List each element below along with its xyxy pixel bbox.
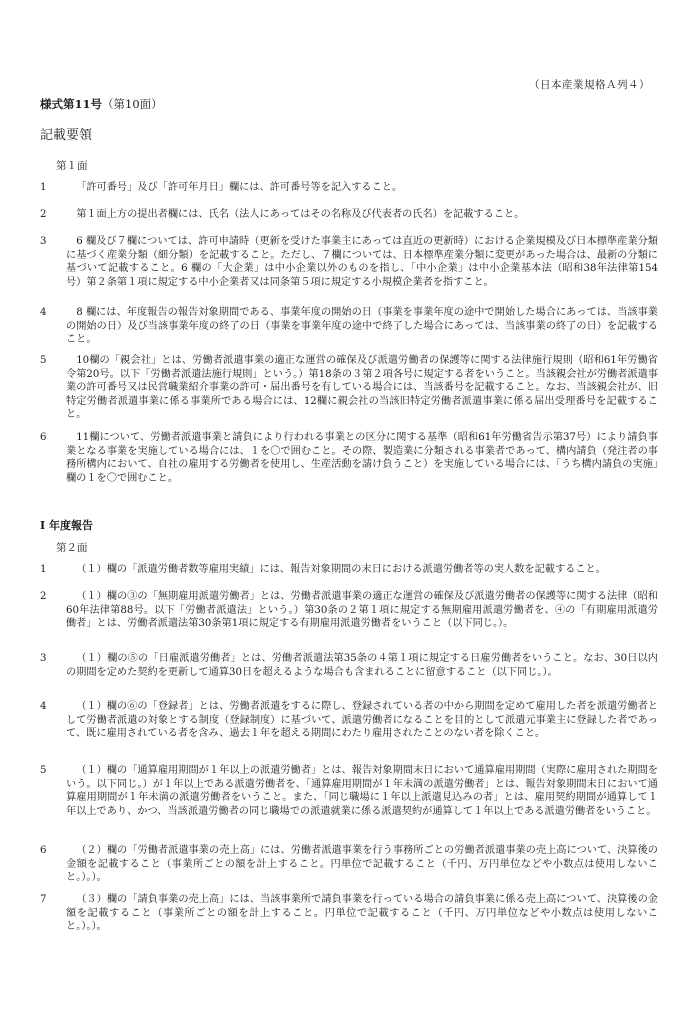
item-text: 第１面上方の提出者欄には、氏名（法人にあってはその名称及び代表者の氏名）を記載すること。 [76, 209, 525, 220]
item-text: （１）欄の③の「無期雇用派遣労働者」とは、労働者派遣事業の適正な運営の確保及び派遣労働者の保護等に関する法律（昭和60年法律第88号。以下「労働者派遣法」という。）第30条の２第１項に規定する無期雇用派遣労働者を、④の「有期雇用派遣労働者」とは、労働者派遣法第30条第1項に規定する有期雇用派遣労働者をいうこと（以下同じ。）。 [66, 591, 658, 630]
item-text: 6 欄及び７欄については、許可申請時（更新を受けた事業主にあっては直近の更新時）における企業規模及び日本標準産業分類に基づく産業分類（細分類）を記載すること。ただし、７欄については、日本標準産業分類に変更があった場合は、最新の分類に基づいて記載すること。6 欄の「大企業」は中小企業以外のものを指し、「中小企業」は中小企業基本法（昭和38年法律第154号）第２条第１項に規定する中小企業者又は同条第５項に規定する小規模企業者を指すこと。 [66, 236, 658, 288]
face1-item-4 [40, 306, 658, 347]
item-number: 2 [40, 591, 47, 602]
item-text: 8 欄には、年度報告の報告対象期間である、事業年度の開始の日（事業を事業年度の途中で開始した場合にあっては、当該事業の開始の日）及び当該事業年度の終了の日（事業を事業年度の途中で終了した場合にあっては、当該事業の終了の日）を記載すること。 [66, 307, 658, 346]
item-number: 3 [40, 236, 47, 247]
section1-item-4 [40, 700, 658, 741]
section1-item-3 [40, 652, 658, 679]
item-text: （１）欄の「派遣労働者数等雇用実績」には、報告対象期間の末日における派遣労働者等の実人数を記載すること。 [76, 564, 606, 575]
item-number: 6 [40, 432, 47, 443]
item-number: 7 [40, 894, 47, 905]
item-number: 6 [40, 845, 47, 856]
instructions-title: 記載要領 [40, 128, 93, 143]
form-face: （第10面） [102, 97, 163, 111]
standard-note: （日本産業規格Ａ列４） [529, 79, 650, 91]
face1-item-2 [40, 208, 658, 222]
item-text: 「許可番号」及び「許可年月日」欄には、許可番号等を記入すること。 [76, 182, 403, 193]
face-2-label: 第２面 [56, 542, 88, 554]
item-text: （１）欄の「通算雇用期間が１年以上の派遣労働者」とは、報告対象期間末日において通算雇用期間（実際に雇用された期間をいう。以下同じ。）が１年以上である派遣労働者を、「通算雇用期間が１年未満の派遣労働者」とは、報告対象期間末日において通算雇用期間が１年未満の派遣労働者をいうこと。また、「同じ職場に１年以上派遣見込みの者」とは、雇用契約期間が通算して１年以上であり、かつ、当該派遣労働者の同じ職場での派遣就業に係る派遣契約が通算して１年以上である派遣労働者をいうこと。 [66, 765, 658, 817]
section1-item-6 [40, 844, 658, 885]
item-number: 4 [40, 701, 47, 712]
face1-item-1 [40, 181, 658, 195]
item-text: 11欄について、労働者派遣事業と請負により行われる事業との区分に関する基準（昭和61年労働省告示第37号）により請負事業となる事業を実施している場合には、１を〇で囲むこと。その際、製造業に分類される事業者であって、構内請負（発注者の事務所構内において、自社の雇用する労働者を使用し、生産活動を請け負うこと）を実施している場合には、「うち構内請負の実施」欄の１を〇で囲むこと。 [66, 432, 658, 484]
section1-item-7 [40, 893, 658, 934]
item-text: （３）欄の「請負事業の売上高」には、当該事業所で請負事業を行っている場合の請負事業に係る売上高について、決算後の金額を記載すること（事業所ごとの額を計上すること。円単位で記載すること（千円、万円単位などや小数点は使用しないこと。）。）。 [66, 894, 658, 933]
form-title [40, 96, 163, 112]
item-number: 5 [40, 355, 47, 366]
item-number: 4 [40, 307, 47, 318]
section-annual-report-title: Ⅰ 年度報告 [40, 519, 93, 532]
item-text: 10欄の「親会社」とは、労働者派遣事業の適正な運営の確保及び派遣労働者の保護等に関する法律施行規則（昭和61年労働省令第20号。以下「労働者派遣法施行規則」という。）第18条の３第２項各号に規定する者をいうこと。当該親会社が労働者派遣事業の許可番号又は民営職業紹介事業の許可・届出番号を有している場合には、当該番号を記載すること。なお、当該親会社が、旧特定労働者派遣事業に係る事業所である場合には、12欄に親会社の当該旧特定労働者派遣事業に係る届出受理番号を記載すること。 [66, 355, 658, 421]
item-number: 2 [40, 209, 47, 220]
item-number: 1 [40, 564, 47, 575]
form-number: 様式第11号 [40, 97, 103, 111]
item-text: （２）欄の「労働者派遣事業の売上高」には、労働者派遣事業を行う事務所ごとの労働者派遣事業の売上高について、決算後の金額を記載すること（事業所ごとの額を計上すること。円単位で記載すること（千円、万円単位などや小数点は使用しないこと。）。）。 [66, 845, 658, 884]
face1-item-3 [40, 235, 658, 289]
section1-item-1 [40, 563, 658, 577]
item-number: 5 [40, 765, 47, 776]
item-number: 1 [40, 182, 47, 193]
section1-item-2 [40, 590, 658, 631]
face1-item-6 [40, 431, 658, 485]
face1-item-5 [40, 354, 658, 422]
item-text: （１）欄の⑥の「登録者」とは、労働者派遣をするに際し、登録されている者の中から期間を定めて雇用した者を派遣労働者として労働者派遣の対象とする制度（登録制度）に基づいて、派遣労働者になることを目的として派遣元事業主に登録した者であって、既に雇用されている者を含み、過去１年を超える期間にわたり雇用されたことのない者を除くこと。 [66, 701, 658, 740]
face-1-label: 第１面 [56, 160, 88, 172]
item-number: 3 [40, 653, 47, 664]
section1-item-5 [40, 764, 658, 818]
item-text: （１）欄の⑤の「日雇派遣労働者」とは、労働者派遣法第35条の４第１項に規定する日雇労働者をいうこと。なお、30日以内の期間を定めた契約を更新して通算30日を超えるような場合も含まれることに留意すること（以下同じ。）。 [66, 653, 658, 678]
